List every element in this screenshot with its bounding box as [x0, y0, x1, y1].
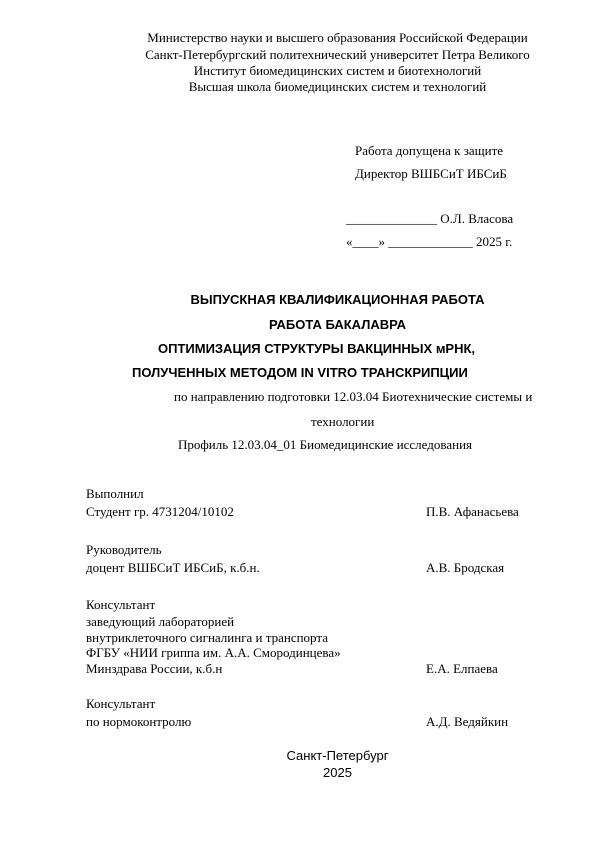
- consultant1-position-line2: внутриклеточного сигналинга и транспорта: [86, 630, 328, 645]
- consultant1-role: Консультант: [86, 597, 156, 612]
- ministry-line: Министерство науки и высшего образования Российской Федерации: [147, 30, 528, 45]
- work-type: ВЫПУСКНАЯ КВАЛИФИКАЦИОННАЯ РАБОТА: [190, 292, 485, 307]
- university-line: Санкт-Петербургский политехнический университет Петра Великого: [145, 47, 530, 62]
- approval-date: «____» _____________ 2025 г.: [346, 234, 513, 249]
- author-position: Студент гр. 4731204/10102: [86, 504, 234, 519]
- direction-line-2: технологии: [311, 414, 375, 429]
- author-name: П.В. Афанасьева: [426, 504, 519, 519]
- author-role: Выполнил: [86, 486, 144, 501]
- profile-line: Профиль 12.03.04_01 Биомедицинские исследования: [178, 437, 473, 452]
- consultant1-position-line1: заведующий лабораторией: [86, 614, 235, 629]
- consultant2-name: А.Д. Ведяйкин: [426, 714, 509, 729]
- approval-director: Директор ВШБСиТ ИБСиБ: [355, 166, 507, 181]
- footer-year: 2025: [323, 765, 352, 780]
- supervisor-role: Руководитель: [86, 542, 162, 557]
- school-line: Высшая школа биомедицинских систем и технологий: [188, 79, 487, 94]
- supervisor-position: доцент ВШБСиТ ИБСиБ, к.б.н.: [86, 560, 260, 575]
- approval-admitted: Работа допущена к защите: [355, 143, 504, 158]
- degree-type: РАБОТА БАКАЛАВРА: [268, 317, 407, 332]
- consultant2-position: по нормоконтролю: [86, 714, 192, 729]
- consultant1-position-line3: ФГБУ «НИИ гриппа им. А.А. Смородинцева»: [86, 645, 341, 660]
- footer-city: Санкт-Петербург: [286, 748, 389, 763]
- supervisor-name: А.В. Бродская: [426, 560, 505, 575]
- topic-line-1: ОПТИМИЗАЦИЯ СТРУКТУРЫ ВАКЦИННЫХ мРНК,: [158, 341, 476, 356]
- consultant2-role: Консультант: [86, 696, 156, 711]
- institute-line: Институт биомедицинских систем и биотехнологий: [193, 63, 482, 78]
- consultant1-position-line4: Минздрава России, к.б.н: [86, 661, 223, 676]
- topic-line-2: ПОЛУЧЕННЫХ МЕТОДОМ IN VITRO ТРАНСКРИПЦИИ: [132, 365, 468, 380]
- approval-signature: ______________ О.Л. Власова: [346, 211, 514, 226]
- consultant1-name: Е.А. Елпаева: [426, 661, 498, 676]
- direction-line-1: по направлению подготовки 12.03.04 Биотехнические системы и: [174, 389, 533, 404]
